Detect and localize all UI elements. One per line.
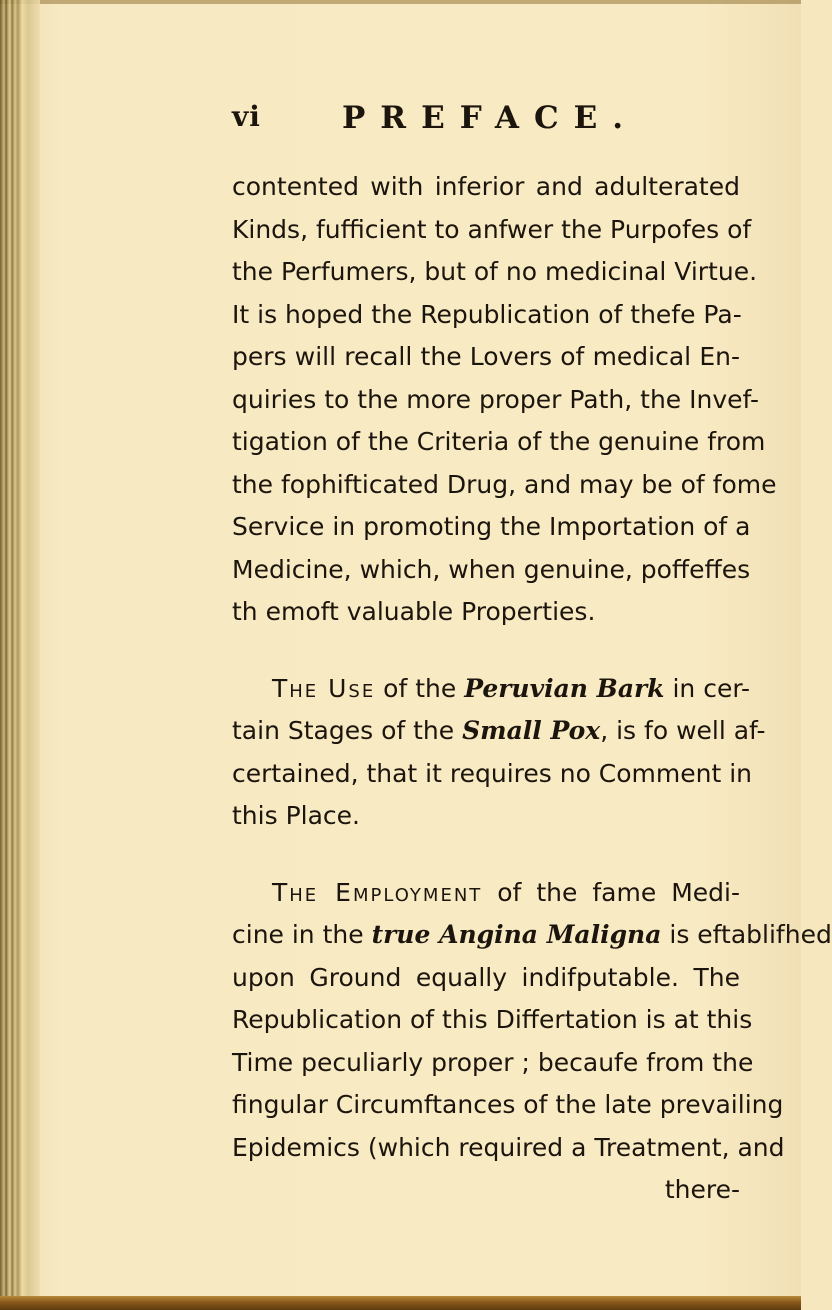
- text-line: the fophifticated Drug, and may be of fome: [232, 469, 777, 499]
- text-span: of the fame Medi-: [482, 877, 740, 907]
- italic-text: true Angina Maligna: [371, 920, 662, 949]
- text-line: Time peculiarly proper ; becaufe from the: [232, 1047, 754, 1077]
- running-head: PREFACE.: [342, 100, 639, 136]
- small-caps-text: The Employment: [272, 877, 483, 907]
- italic-text: Small Pox: [462, 716, 601, 745]
- body-text: [232, 166, 832, 1212]
- paragraph-3: [232, 872, 832, 1212]
- text-span: of the: [375, 673, 465, 703]
- text-line: pers will recall the Lovers of medical En-: [232, 342, 740, 371]
- text-line: It is hoped the Republication of thefe Pa-: [232, 299, 742, 329]
- text-span: , is fo well af-: [600, 716, 766, 745]
- text-line: [232, 872, 740, 915]
- text-line: this Place.: [232, 801, 360, 830]
- text-line: quiries to the more proper Path, the Invef-: [232, 384, 759, 414]
- text-line: upon Ground equally indifputable. The: [232, 962, 740, 992]
- catchword: there-: [664, 1175, 740, 1204]
- text-line: Kinds, fufficient to anfwer the Purpofes of: [232, 214, 752, 244]
- text-line: Republication of this Differtation is at this: [232, 1005, 753, 1034]
- text-span: tain Stages of the: [232, 716, 463, 745]
- text-line: Service in promoting the Importation of a: [232, 512, 751, 541]
- text-line: Epidemics (which required a Treatment, and: [232, 1132, 785, 1162]
- text-line: [232, 668, 751, 711]
- page-binding-edge: [0, 0, 40, 1310]
- page-top-edge: [0, 0, 801, 4]
- text-line: the Perfumers, but of no medicinal Virtue.: [232, 257, 758, 286]
- paragraph-2: [232, 668, 766, 838]
- text-span: in cer-: [664, 673, 751, 703]
- text-line: fingular Circumftances of the late prevailing: [232, 1090, 784, 1119]
- page-bottom-edge: [0, 1296, 801, 1310]
- text-line: certained, that it requires no Comment in: [232, 758, 753, 788]
- text-span: is eftablifhed: [661, 920, 832, 949]
- paragraph-gap: [232, 838, 740, 872]
- text-line: Medicine, which, when genuine, poffeffes: [232, 554, 751, 584]
- text-line: contented with inferior and adulterated: [232, 172, 740, 201]
- text-line: [232, 710, 766, 753]
- page-header: [232, 100, 752, 150]
- paragraph-gap: [232, 634, 740, 668]
- text-span: cine in the: [232, 920, 372, 949]
- paragraph-1: [232, 166, 777, 634]
- small-caps-text: The Use: [272, 673, 376, 703]
- page-number: vi: [232, 100, 261, 133]
- text-line: tigation of the Criteria of the genuine from: [232, 427, 766, 456]
- text-line: [232, 914, 832, 957]
- italic-text: Peruvian Bark: [464, 673, 665, 703]
- text-line: th emoft valuable Properties.: [232, 597, 596, 626]
